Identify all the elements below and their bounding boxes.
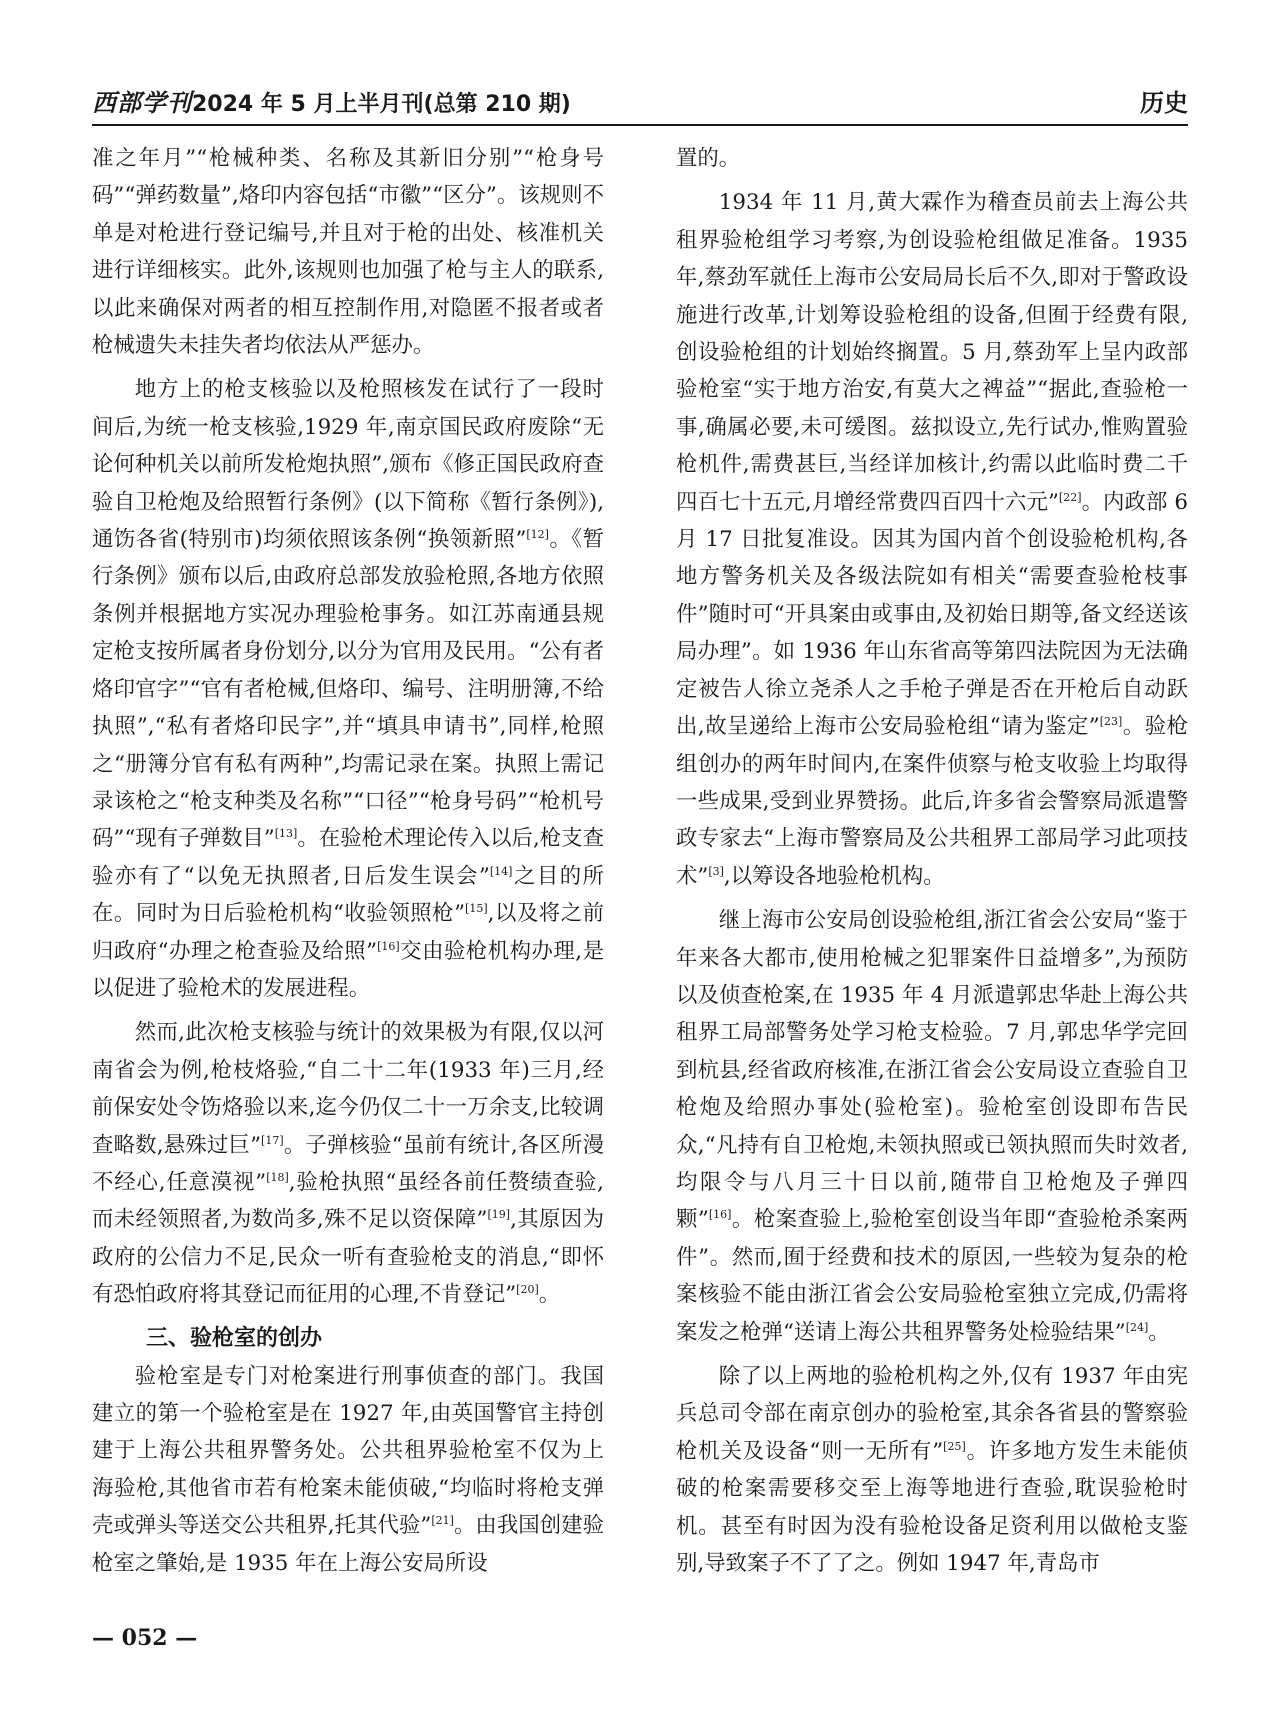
text: ,验枪执照“虽经各前任赘绩查验,而未经领照者,为数尚多,殊不足以资保障” — [92, 1169, 604, 1233]
text: 。枪案查验上,验枪室创设当年即“查验枪杀案两件”。然而,囿于经费和技术的原因,一些较为复杂的枪案核验不能由浙江省会公安局验枪室独立完成,仍需将案发之枪弹“送请上海公共租界警务处检验结果” — [676, 1207, 1188, 1345]
paragraph — [92, 1014, 604, 1313]
text: ,以及将之前归政府“办理之枪查验及给照” — [92, 901, 604, 964]
citation: [16] — [377, 939, 400, 953]
section-label: 历史 — [1140, 89, 1188, 117]
text: 。验枪组创办的两年时间内,在案件侦察与枪支收验上均取得一些成果,受到业界赞扬。此后,许多省会警察局派遣警政专家去“上海市警察局及公共租界工部局学习此项技术” — [676, 714, 1188, 889]
paragraph — [676, 902, 1188, 1351]
citation: [18] — [266, 1170, 289, 1184]
citation: [22] — [1058, 490, 1082, 504]
left-column — [92, 140, 604, 1582]
paragraph — [92, 371, 604, 1007]
paragraph — [676, 184, 1188, 895]
citation: [14] — [489, 864, 513, 878]
text: ,以筹设各地验枪机构。 — [723, 863, 945, 889]
text: 然而,此次枪支核验与统计的效果极为有限,仅以河南省会为例,枪枝烙验,“自二十二年(1933 年)三月,经前保安处令饬烙验以来,迄今仍仅二十一万余支,比较调查略数,悬殊过巨” — [92, 1020, 604, 1158]
citation: [25] — [943, 1439, 966, 1453]
text: 继上海市公安局创设验枪组,浙江省会公安局“鉴于年来各大都市,使用枪械之犯罪案件日益增多”,为预防以及侦查枪案,在 1935 年 4 月派遣郭忠华赴上海公共租界工局部警务处学习枪支检验。7 月,郭忠华学完回到杭县,经省政府核准,在浙江省会公安局设立查验自卫枪炮及给照办事处(验枪室)。验枪室创设即布告民众,“凡持有自卫枪炮,未领执照或已领执照而失时效者,均限令与八月三十日以前,随带自卫枪炮及子弹四颗” — [676, 908, 1188, 1233]
citation: [20] — [516, 1283, 539, 1297]
running-header — [92, 82, 1188, 118]
citation: [3] — [708, 864, 724, 878]
right-column — [676, 140, 1188, 1582]
paragraph — [92, 1358, 604, 1582]
text: 。《暂行条例》颁布以后,由政府总部发放验枪照,各地方依照条例并根据地方实况办理验枪事务。如江苏南通县规定枪支按所属者身份划分,以分为官用及民用。“公有者烙印官字”“官有者枪械,但烙印、编号、注明册簿,不给执照”,“私有者烙印民字”,并“填具申请书”,同样,枪照之“册簿分官有私有两种”,均需记录在案。执照上需记录该枪之“枪支种类及名称”“口径”“枪身号码”“枪机号码”“现有子弹数目” — [92, 527, 604, 852]
text: 。由我国创建验枪室之肇始,是 1935 年在上海公安局所设 — [92, 1513, 604, 1576]
text: 地方上的枪支核验以及枪照核发在试行了一段时间后,为统一枪支核验,1929 年,南京国民政府废除“无论何种机关以前所发枪炮执照”,颁布《修正国民政府查验自卫枪炮及给照暂行条例》(以下简称《暂行条例》),通饬各省(特别市)均须依照该条例“换领新照” — [92, 377, 604, 553]
citation: [15] — [465, 902, 488, 915]
text: 准之年月”“枪械种类、名称及其新旧分别”“枪身号码”“弹药数量”,烙印内容包括“市徽”“区分”。该规则不单是对枪进行登记编号,并且对于枪的出处、核准机关进行详细核实。此外,该规则也加强了枪与主人的联系,以此来确保对两者的相互控制作用,对隐匿不报者或者枪械遗失未挂失者均依法从严惩办。 — [92, 146, 604, 359]
section-heading: 三、验枪室的创办 — [146, 1325, 323, 1351]
text: 除了以上两地的验枪机构之外,仅有 1937 年由宪兵总司令部在南京创办的验枪室,其余各省县的警察验枪机关及设备“则一无所有” — [676, 1364, 1188, 1464]
text: 。 — [538, 1282, 561, 1308]
header-rule — [92, 124, 1188, 126]
text: 交由验枪机构办理,是以促进了验枪术的发展进程。 — [92, 938, 604, 1001]
text: 置的。 — [676, 146, 741, 171]
citation: [24] — [1125, 1320, 1149, 1334]
text: ,其原因为政府的公信力不足,民众一听有查验枪支的消息,“即怀有恐怕政府将其登记而征用的心理,不肯登记” — [92, 1207, 604, 1308]
journal-logo: 西部学刊 — [92, 88, 192, 117]
text: 之目的所在。同时为日后验枪机构“收验领照枪” — [92, 863, 604, 927]
paragraph — [676, 1358, 1188, 1582]
page-number: — 052 — — [92, 1625, 198, 1651]
issue-info: 2024 年 5 月上半月刊(总第 210 期) — [192, 92, 571, 117]
citation: [13] — [274, 827, 298, 841]
citation: [23] — [1099, 714, 1123, 728]
citation: [17] — [261, 1133, 284, 1147]
citation: [21] — [431, 1514, 454, 1528]
citation: [19] — [487, 1208, 511, 1222]
citation: [16] — [708, 1208, 732, 1222]
citation: [12] — [526, 527, 549, 541]
text: 1934 年 11 月,黄大霖作为稽查员前去上海公共租界验枪组学习考察,为创设验枪组做足准备。1935 年,蔡劲军就任上海市公安局局长后不久,即对于警政设施进行改革,计划筹设验枪组的设备,但囿于经费有限,创设验枪组的计划始终搁置。5 月,蔡劲军上呈内政部验枪室“实于地方治安,有莫大之裨益”“据此,查验枪一事,确属必要,未可缓图。兹拟设立,先行试办,惟购置验枪机件,需费甚巨,当经详加核计,约需以此临时费二千四百七十五元,月增经常费四百四十六元” — [676, 190, 1188, 515]
text: 。内政部 6 月 17 日批复准设。因其为国内首个创设验枪机构,各地方警务机关及各级法院如有相关“需要查验枪枝事件”随时可“开具案由或事由,及初始日期等,备文经送该局办理”。如 1936 年山东省高等第四法院因为无法确定被告人徐立尧杀人之手枪子弹是否在开枪后自动跃出,故呈递给上海市公安局验枪组“请为鉴定” — [676, 489, 1188, 740]
text: 。子弹核验“虽前有统计,各区所漫不经心,任意漠视” — [92, 1132, 604, 1195]
paragraph — [92, 140, 604, 364]
text: 验枪室是专门对枪案进行刑事侦查的部门。我国建立的第一个验枪室是在 1927 年,由英国警官主持创建于上海公共租界警务处。公共租界验枪室不仅为上海验枪,其他省市若有枪案未能侦破,“均临时将枪支弹壳或弹头等送交公共租界,托其代验” — [92, 1363, 604, 1539]
text: 。在验枪术理论传入以后,枪支查验亦有了“以免无执照者,日后发生误会” — [92, 826, 604, 889]
header-left — [92, 83, 571, 118]
paragraph — [676, 140, 1188, 177]
text: 。许多地方发生未能侦破的枪案需要移交至上海等地进行查验,耽误验枪时机。甚至有时因为没有验枪设备足资利用以做枪支鉴别,导致案子不了了之。例如 1947 年,青岛市 — [676, 1438, 1188, 1577]
text: 。 — [1148, 1319, 1170, 1345]
